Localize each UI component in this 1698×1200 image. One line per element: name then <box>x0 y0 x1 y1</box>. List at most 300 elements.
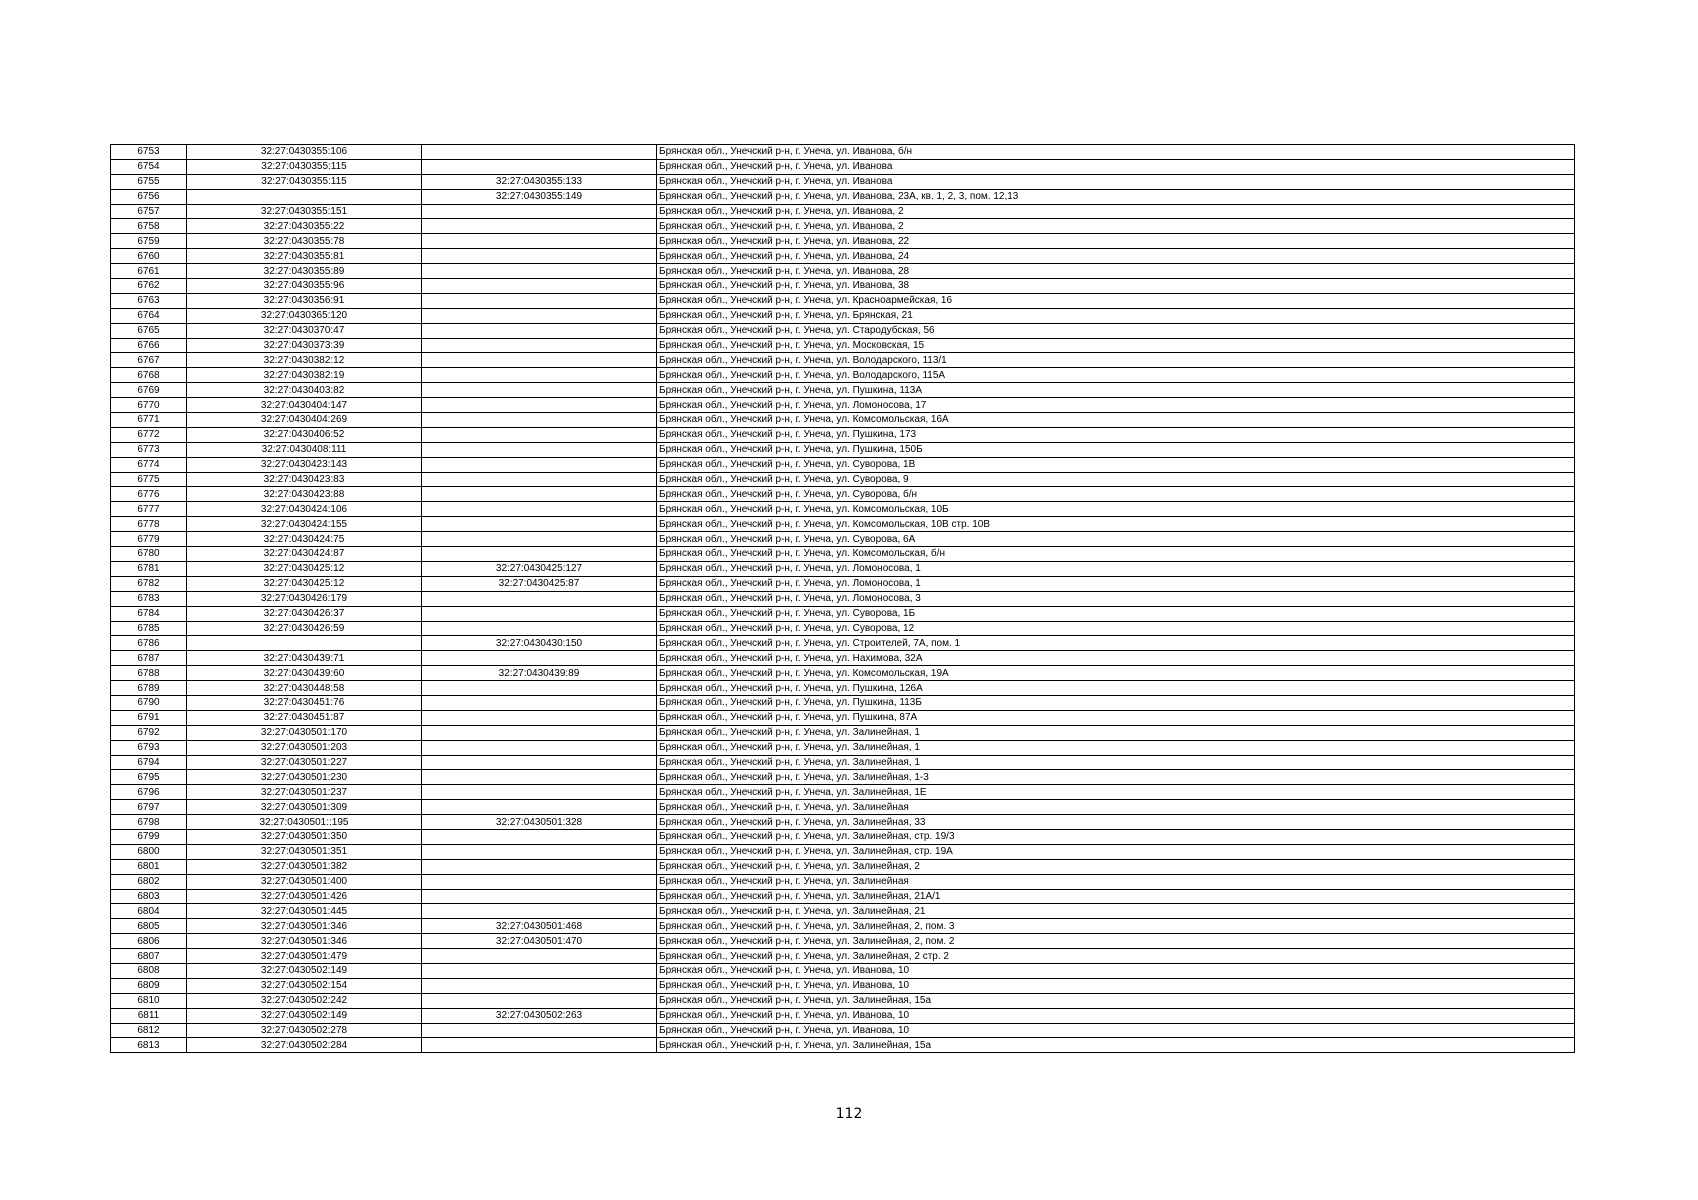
table-row <box>111 695 1575 710</box>
cadastral-number-cell: 32:27:0430406:52 <box>187 427 422 442</box>
address-cell: Брянская обл., Унечский р-н, г. Унеча, ул. Комсомольская, б/н <box>657 547 1575 562</box>
cadastral-number-cell: 32:27:0430355:96 <box>187 279 422 294</box>
cadastral-number-cell: 32:27:0430501:400 <box>187 874 422 889</box>
address-cell: Брянская обл., Унечский р-н, г. Унеча, ул. Иванова, 2 <box>657 219 1575 234</box>
row-number-cell: 6775 <box>111 472 187 487</box>
object-number-cell <box>422 383 657 398</box>
table-row <box>111 636 1575 651</box>
cadastral-number-cell: 32:27:0430370:47 <box>187 323 422 338</box>
cadastral-number-cell: 32:27:0430451:87 <box>187 710 422 725</box>
object-number-cell <box>422 338 657 353</box>
object-number-cell: 32:27:0430502:263 <box>422 1008 657 1023</box>
table-row <box>111 978 1575 993</box>
table-row <box>111 189 1575 204</box>
table-row <box>111 815 1575 830</box>
cadastral-number-cell: 32:27:0430404:269 <box>187 413 422 428</box>
table-row <box>111 174 1575 189</box>
address-cell: Брянская обл., Унечский р-н, г. Унеча, ул. Иванова, 23А, кв. 1, 2, 3, пом. 12,13 <box>657 189 1575 204</box>
cadastral-number-cell: 32:27:0430365:120 <box>187 308 422 323</box>
object-number-cell <box>422 1023 657 1038</box>
object-number-cell <box>422 234 657 249</box>
object-number-cell <box>422 219 657 234</box>
address-cell: Брянская обл., Унечский р-н, г. Унеча, ул. Комсомольская, 16А <box>657 413 1575 428</box>
row-number-cell: 6783 <box>111 591 187 606</box>
object-number-cell <box>422 800 657 815</box>
cadastral-number-cell: 32:27:0430501:230 <box>187 770 422 785</box>
address-cell: Брянская обл., Унечский р-н, г. Унеча, ул. Ломоносова, 17 <box>657 398 1575 413</box>
table-row <box>111 576 1575 591</box>
row-number-cell: 6768 <box>111 368 187 383</box>
row-number-cell: 6787 <box>111 651 187 666</box>
row-number-cell: 6756 <box>111 189 187 204</box>
table-row <box>111 427 1575 442</box>
object-number-cell <box>422 547 657 562</box>
row-number-cell: 6800 <box>111 844 187 859</box>
object-number-cell <box>422 487 657 502</box>
object-number-cell <box>422 308 657 323</box>
address-cell: Брянская обл., Унечский р-н, г. Унеча, ул. Иванова, 2 <box>657 204 1575 219</box>
address-cell: Брянская обл., Унечский р-н, г. Унеча, ул. Залинейная, стр. 19/3 <box>657 829 1575 844</box>
table-row <box>111 740 1575 755</box>
table-row <box>111 1023 1575 1038</box>
object-number-cell <box>422 859 657 874</box>
object-number-cell <box>422 621 657 636</box>
cadastral-number-cell: 32:27:0430501:346 <box>187 934 422 949</box>
object-number-cell <box>422 264 657 279</box>
table-row <box>111 204 1575 219</box>
object-number-cell <box>422 413 657 428</box>
object-number-cell <box>422 1038 657 1053</box>
row-number-cell: 6761 <box>111 264 187 279</box>
object-number-cell: 32:27:0430355:149 <box>422 189 657 204</box>
address-cell: Брянская обл., Унечский р-н, г. Унеча, ул. Красноармейская, 16 <box>657 293 1575 308</box>
object-number-cell <box>422 606 657 621</box>
address-cell: Брянская обл., Унечский р-н, г. Унеча, ул. Иванова, 38 <box>657 279 1575 294</box>
row-number-cell: 6811 <box>111 1008 187 1023</box>
row-number-cell: 6759 <box>111 234 187 249</box>
row-number-cell: 6760 <box>111 249 187 264</box>
cadastral-number-cell: 32:27:0430424:75 <box>187 532 422 547</box>
address-cell: Брянская обл., Унечский р-н, г. Унеча, ул. Пушкина, 126А <box>657 681 1575 696</box>
table-row <box>111 621 1575 636</box>
cadastral-number-cell: 32:27:0430451:76 <box>187 695 422 710</box>
object-number-cell <box>422 368 657 383</box>
row-number-cell: 6804 <box>111 904 187 919</box>
row-number-cell: 6781 <box>111 561 187 576</box>
cadastral-number-cell: 32:27:0430423:88 <box>187 487 422 502</box>
address-cell: Брянская обл., Унечский р-н, г. Унеча, ул. Суворова, б/н <box>657 487 1575 502</box>
cadastral-number-cell: 32:27:0430501:445 <box>187 904 422 919</box>
object-number-cell: 32:27:0430439:89 <box>422 666 657 681</box>
cadastral-number-cell: 32:27:0430425:12 <box>187 561 422 576</box>
row-number-cell: 6772 <box>111 427 187 442</box>
object-number-cell: 32:27:0430355:133 <box>422 174 657 189</box>
cadastral-number-cell <box>187 189 422 204</box>
row-number-cell: 6778 <box>111 517 187 532</box>
address-cell: Брянская обл., Унечский р-н, г. Унеча, ул. Залинейная, 1-3 <box>657 770 1575 785</box>
row-number-cell: 6789 <box>111 681 187 696</box>
address-cell: Брянская обл., Унечский р-н, г. Унеча, ул. Строителей, 7А, пом. 1 <box>657 636 1575 651</box>
cadastral-number-cell: 32:27:0430426:179 <box>187 591 422 606</box>
address-cell: Брянская обл., Унечский р-н, г. Унеча, ул. Ломоносова, 1 <box>657 576 1575 591</box>
table-row <box>111 413 1575 428</box>
row-number-cell: 6774 <box>111 457 187 472</box>
address-cell: Брянская обл., Унечский р-н, г. Унеча, ул. Залинейная, 15а <box>657 993 1575 1008</box>
cadastral-number-cell: 32:27:0430448:58 <box>187 681 422 696</box>
table-row <box>111 561 1575 576</box>
address-cell: Брянская обл., Унечский р-н, г. Унеча, ул. Суворова, 1В <box>657 457 1575 472</box>
row-number-cell: 6802 <box>111 874 187 889</box>
row-number-cell: 6807 <box>111 949 187 964</box>
row-number-cell: 6799 <box>111 829 187 844</box>
row-number-cell: 6808 <box>111 963 187 978</box>
cadastral-number-cell: 32:27:0430382:19 <box>187 368 422 383</box>
row-number-cell: 6766 <box>111 338 187 353</box>
cadastral-number-cell: 32:27:0430382:12 <box>187 353 422 368</box>
row-number-cell: 6810 <box>111 993 187 1008</box>
address-cell: Брянская обл., Унечский р-н, г. Унеча, ул. Пушкина, 173 <box>657 427 1575 442</box>
row-number-cell: 6813 <box>111 1038 187 1053</box>
row-number-cell: 6797 <box>111 800 187 815</box>
cadastral-number-cell: 32:27:0430355:106 <box>187 145 422 160</box>
table-row <box>111 874 1575 889</box>
table-row <box>111 934 1575 949</box>
table-row <box>111 234 1575 249</box>
table-row <box>111 279 1575 294</box>
table-row <box>111 383 1575 398</box>
row-number-cell: 6763 <box>111 293 187 308</box>
object-number-cell <box>422 993 657 1008</box>
row-number-cell: 6755 <box>111 174 187 189</box>
address-cell: Брянская обл., Унечский р-н, г. Унеча, ул. Московская, 15 <box>657 338 1575 353</box>
table-row <box>111 651 1575 666</box>
cadastral-number-cell: 32:27:0430404:147 <box>187 398 422 413</box>
row-number-cell: 6786 <box>111 636 187 651</box>
object-number-cell <box>422 159 657 174</box>
row-number-cell: 6803 <box>111 889 187 904</box>
table-row <box>111 353 1575 368</box>
page-number: 112 <box>835 1106 863 1122</box>
address-cell: Брянская обл., Унечский р-н, г. Унеча, ул. Ломоносова, 1 <box>657 561 1575 576</box>
table-row <box>111 919 1575 934</box>
cadastral-number-cell: 32:27:0430501:351 <box>187 844 422 859</box>
cadastral-number-cell: 32:27:0430355:78 <box>187 234 422 249</box>
object-number-cell <box>422 293 657 308</box>
table-row <box>111 368 1575 383</box>
table-row <box>111 666 1575 681</box>
row-number-cell: 6770 <box>111 398 187 413</box>
address-cell: Брянская обл., Унечский р-н, г. Унеча, ул. Комсомольская, 19А <box>657 666 1575 681</box>
address-cell: Брянская обл., Унечский р-н, г. Унеча, ул. Комсомольская, 10Б <box>657 502 1575 517</box>
object-number-cell: 32:27:0430430:150 <box>422 636 657 651</box>
address-cell: Брянская обл., Унечский р-н, г. Унеча, ул. Брянская, 21 <box>657 308 1575 323</box>
cadastral-number-cell: 32:27:0430501:382 <box>187 859 422 874</box>
row-number-cell: 6776 <box>111 487 187 502</box>
cadastral-number-cell: 32:27:0430355:89 <box>187 264 422 279</box>
address-cell: Брянская обл., Унечский р-н, г. Унеча, ул. Комсомольская, 10В стр. 10В <box>657 517 1575 532</box>
address-cell: Брянская обл., Унечский р-н, г. Унеча, ул. Залинейная, 2 <box>657 859 1575 874</box>
object-number-cell <box>422 532 657 547</box>
table-row <box>111 442 1575 457</box>
table-row <box>111 710 1575 725</box>
cadastral-number-cell: 32:27:0430502:284 <box>187 1038 422 1053</box>
cadastral-number-cell: 32:27:0430501:203 <box>187 740 422 755</box>
row-number-cell: 6773 <box>111 442 187 457</box>
cadastral-number-cell: 32:27:0430502:149 <box>187 963 422 978</box>
table-row <box>111 904 1575 919</box>
table-row <box>111 591 1575 606</box>
cadastral-number-cell: 32:27:0430356:91 <box>187 293 422 308</box>
address-cell: Брянская обл., Унечский р-н, г. Унеча, ул. Пушкина, 113А <box>657 383 1575 398</box>
address-cell: Брянская обл., Унечский р-н, г. Унеча, ул. Иванова, 22 <box>657 234 1575 249</box>
cadastral-number-cell: 32:27:0430355:22 <box>187 219 422 234</box>
cadastral-number-cell: 32:27:0430424:87 <box>187 547 422 562</box>
row-number-cell: 6753 <box>111 145 187 160</box>
object-number-cell: 32:27:0430501:470 <box>422 934 657 949</box>
cadastral-number-cell: 32:27:0430502:278 <box>187 1023 422 1038</box>
address-cell: Брянская обл., Унечский р-н, г. Унеча, ул. Суворова, 12 <box>657 621 1575 636</box>
object-number-cell <box>422 457 657 472</box>
object-number-cell <box>422 755 657 770</box>
address-cell: Брянская обл., Унечский р-н, г. Унеча, ул. Иванова, 10 <box>657 978 1575 993</box>
table-row <box>111 472 1575 487</box>
object-number-cell: 32:27:0430501:328 <box>422 815 657 830</box>
row-number-cell: 6765 <box>111 323 187 338</box>
address-cell: Брянская обл., Унечский р-н, г. Унеча, ул. Залинейная, 1 <box>657 755 1575 770</box>
cadastral-number-cell: 32:27:0430501:170 <box>187 725 422 740</box>
address-cell: Брянская обл., Унечский р-н, г. Унеча, ул. Суворова, 9 <box>657 472 1575 487</box>
address-cell: Брянская обл., Унечский р-н, г. Унеча, ул. Володарского, 113/1 <box>657 353 1575 368</box>
object-number-cell <box>422 785 657 800</box>
address-cell: Брянская обл., Унечский р-н, г. Унеча, ул. Залинейная, 21А/1 <box>657 889 1575 904</box>
cadastral-number-cell: 32:27:0430424:106 <box>187 502 422 517</box>
row-number-cell: 6758 <box>111 219 187 234</box>
cadastral-number-cell: 32:27:0430355:115 <box>187 174 422 189</box>
cadastral-number-cell: 32:27:0430502:154 <box>187 978 422 993</box>
table-row <box>111 681 1575 696</box>
address-cell: Брянская обл., Унечский р-н, г. Унеча, ул. Пушкина, 87А <box>657 710 1575 725</box>
cadastral-number-cell: 32:27:0430373:39 <box>187 338 422 353</box>
row-number-cell: 6793 <box>111 740 187 755</box>
table-row <box>111 487 1575 502</box>
cadastral-number-cell: 32:27:0430425:12 <box>187 576 422 591</box>
cadastral-number-cell: 32:27:0430403:82 <box>187 383 422 398</box>
cadastral-number-cell: 32:27:0430501:426 <box>187 889 422 904</box>
row-number-cell: 6764 <box>111 308 187 323</box>
table-row <box>111 308 1575 323</box>
address-cell: Брянская обл., Унечский р-н, г. Унеча, ул. Залинейная, 2, пом. 3 <box>657 919 1575 934</box>
object-number-cell <box>422 472 657 487</box>
table-row <box>111 219 1575 234</box>
cadastral-number-cell: 32:27:0430439:71 <box>187 651 422 666</box>
row-number-cell: 6791 <box>111 710 187 725</box>
table-row <box>111 145 1575 160</box>
object-number-cell <box>422 889 657 904</box>
address-cell: Брянская обл., Унечский р-н, г. Унеча, ул. Залинейная, 2, пом. 2 <box>657 934 1575 949</box>
table-row <box>111 755 1575 770</box>
table-row <box>111 323 1575 338</box>
address-cell: Брянская обл., Унечский р-н, г. Унеча, ул. Иванова, 24 <box>657 249 1575 264</box>
address-cell: Брянская обл., Унечский р-н, г. Унеча, ул. Залинейная, 2 стр. 2 <box>657 949 1575 964</box>
cadastral-number-cell: 32:27:0430426:59 <box>187 621 422 636</box>
cadastral-number-cell: 32:27:0430439:60 <box>187 666 422 681</box>
cadastral-number-cell <box>187 636 422 651</box>
table-row <box>111 829 1575 844</box>
object-number-cell <box>422 145 657 160</box>
table-row <box>111 725 1575 740</box>
row-number-cell: 6784 <box>111 606 187 621</box>
table-row <box>111 398 1575 413</box>
table-row <box>111 293 1575 308</box>
row-number-cell: 6780 <box>111 547 187 562</box>
address-cell: Брянская обл., Унечский р-н, г. Унеча, ул. Залинейная, 21 <box>657 904 1575 919</box>
row-number-cell: 6794 <box>111 755 187 770</box>
table-row <box>111 517 1575 532</box>
cadastral-number-cell: 32:27:0430502:242 <box>187 993 422 1008</box>
object-number-cell <box>422 591 657 606</box>
address-cell: Брянская обл., Унечский р-н, г. Унеча, ул. Пушкина, 113Б <box>657 695 1575 710</box>
row-number-cell: 6812 <box>111 1023 187 1038</box>
cadastral-number-cell: 32:27:0430423:143 <box>187 457 422 472</box>
object-number-cell <box>422 323 657 338</box>
object-number-cell <box>422 427 657 442</box>
table-row <box>111 249 1575 264</box>
address-cell: Брянская обл., Унечский р-н, г. Унеча, ул. Ломоносова, 3 <box>657 591 1575 606</box>
table-row <box>111 949 1575 964</box>
object-number-cell <box>422 681 657 696</box>
row-number-cell: 6798 <box>111 815 187 830</box>
table-row <box>111 993 1575 1008</box>
object-number-cell <box>422 978 657 993</box>
object-number-cell <box>422 651 657 666</box>
table-row <box>111 338 1575 353</box>
table-row <box>111 502 1575 517</box>
row-number-cell: 6790 <box>111 695 187 710</box>
row-number-cell: 6754 <box>111 159 187 174</box>
address-cell: Брянская обл., Унечский р-н, г. Унеча, ул. Залинейная, 15а <box>657 1038 1575 1053</box>
object-number-cell <box>422 874 657 889</box>
cadastral-number-cell: 32:27:0430355:81 <box>187 249 422 264</box>
row-number-cell: 6771 <box>111 413 187 428</box>
row-number-cell: 6806 <box>111 934 187 949</box>
cadastral-number-cell: 32:27:0430426:37 <box>187 606 422 621</box>
object-number-cell <box>422 353 657 368</box>
address-cell: Брянская обл., Унечский р-н, г. Унеча, ул. Залинейная, 33 <box>657 815 1575 830</box>
address-cell: Брянская обл., Унечский р-н, г. Унеча, ул. Залинейная, стр. 19А <box>657 844 1575 859</box>
cadastral-number-cell: 32:27:0430501:227 <box>187 755 422 770</box>
row-number-cell: 6762 <box>111 279 187 294</box>
row-number-cell: 6777 <box>111 502 187 517</box>
address-cell: Брянская обл., Унечский р-н, г. Унеча, ул. Стародубская, 56 <box>657 323 1575 338</box>
table-row <box>111 264 1575 279</box>
address-cell: Брянская обл., Унечский р-н, г. Унеча, ул. Залинейная <box>657 800 1575 815</box>
object-number-cell <box>422 740 657 755</box>
cadastral-number-cell: 32:27:0430501:346 <box>187 919 422 934</box>
cadastral-number-cell: 32:27:0430501:350 <box>187 829 422 844</box>
object-number-cell <box>422 249 657 264</box>
table-row <box>111 785 1575 800</box>
object-number-cell <box>422 844 657 859</box>
address-cell: Брянская обл., Унечский р-н, г. Унеча, ул. Володарского, 115А <box>657 368 1575 383</box>
cadastral-number-cell: 32:27:0430501:309 <box>187 800 422 815</box>
address-cell: Брянская обл., Унечский р-н, г. Унеча, ул. Залинейная, 1 <box>657 725 1575 740</box>
cadastral-number-cell: 32:27:0430355:151 <box>187 204 422 219</box>
address-cell: Брянская обл., Унечский р-н, г. Унеча, ул. Суворова, 1Б <box>657 606 1575 621</box>
address-cell: Брянская обл., Унечский р-н, г. Унеча, ул. Залинейная, 1Е <box>657 785 1575 800</box>
cadastral-number-cell: 32:27:0430424:155 <box>187 517 422 532</box>
object-number-cell: 32:27:0430425:87 <box>422 576 657 591</box>
object-number-cell <box>422 904 657 919</box>
object-number-cell <box>422 725 657 740</box>
address-cell: Брянская обл., Унечский р-н, г. Унеча, ул. Залинейная <box>657 874 1575 889</box>
cadastral-number-cell: 32:27:0430501::195 <box>187 815 422 830</box>
cadastral-number-cell: 32:27:0430408:111 <box>187 442 422 457</box>
row-number-cell: 6788 <box>111 666 187 681</box>
row-number-cell: 6757 <box>111 204 187 219</box>
row-number-cell: 6801 <box>111 859 187 874</box>
table-row <box>111 457 1575 472</box>
row-number-cell: 6796 <box>111 785 187 800</box>
registry-table-body <box>111 145 1575 1053</box>
object-number-cell: 32:27:0430425:127 <box>422 561 657 576</box>
cadastral-number-cell: 32:27:0430501:479 <box>187 949 422 964</box>
row-number-cell: 6779 <box>111 532 187 547</box>
object-number-cell <box>422 442 657 457</box>
table-row <box>111 606 1575 621</box>
object-number-cell <box>422 279 657 294</box>
cadastral-number-cell: 32:27:0430355:115 <box>187 159 422 174</box>
table-row <box>111 963 1575 978</box>
row-number-cell: 6792 <box>111 725 187 740</box>
registry-table <box>110 144 1575 1053</box>
object-number-cell <box>422 204 657 219</box>
table-row <box>111 889 1575 904</box>
address-cell: Брянская обл., Унечский р-н, г. Унеча, ул. Иванова <box>657 159 1575 174</box>
address-cell: Брянская обл., Унечский р-н, г. Унеча, ул. Суворова, 6А <box>657 532 1575 547</box>
address-cell: Брянская обл., Унечский р-н, г. Унеча, ул. Залинейная, 1 <box>657 740 1575 755</box>
cadastral-number-cell: 32:27:0430423:83 <box>187 472 422 487</box>
address-cell: Брянская обл., Унечский р-н, г. Унеча, ул. Иванова, 10 <box>657 1023 1575 1038</box>
row-number-cell: 6795 <box>111 770 187 785</box>
address-cell: Брянская обл., Унечский р-н, г. Унеча, ул. Иванова, б/н <box>657 145 1575 160</box>
object-number-cell <box>422 949 657 964</box>
object-number-cell <box>422 502 657 517</box>
address-cell: Брянская обл., Унечский р-н, г. Унеча, ул. Нахимова, 32А <box>657 651 1575 666</box>
object-number-cell <box>422 710 657 725</box>
row-number-cell: 6767 <box>111 353 187 368</box>
row-number-cell: 6785 <box>111 621 187 636</box>
object-number-cell <box>422 770 657 785</box>
table-row <box>111 159 1575 174</box>
address-cell: Брянская обл., Унечский р-н, г. Унеча, ул. Иванова, 10 <box>657 1008 1575 1023</box>
row-number-cell: 6809 <box>111 978 187 993</box>
address-cell: Брянская обл., Унечский р-н, г. Унеча, ул. Иванова <box>657 174 1575 189</box>
table-row <box>111 547 1575 562</box>
table-row <box>111 532 1575 547</box>
table-row <box>111 859 1575 874</box>
object-number-cell: 32:27:0430501:468 <box>422 919 657 934</box>
address-cell: Брянская обл., Унечский р-н, г. Унеча, ул. Иванова, 28 <box>657 264 1575 279</box>
row-number-cell: 6769 <box>111 383 187 398</box>
table-row <box>111 770 1575 785</box>
cadastral-number-cell: 32:27:0430502:149 <box>187 1008 422 1023</box>
table-row <box>111 1008 1575 1023</box>
table-row <box>111 1038 1575 1053</box>
row-number-cell: 6805 <box>111 919 187 934</box>
table-row <box>111 844 1575 859</box>
object-number-cell <box>422 517 657 532</box>
object-number-cell <box>422 398 657 413</box>
